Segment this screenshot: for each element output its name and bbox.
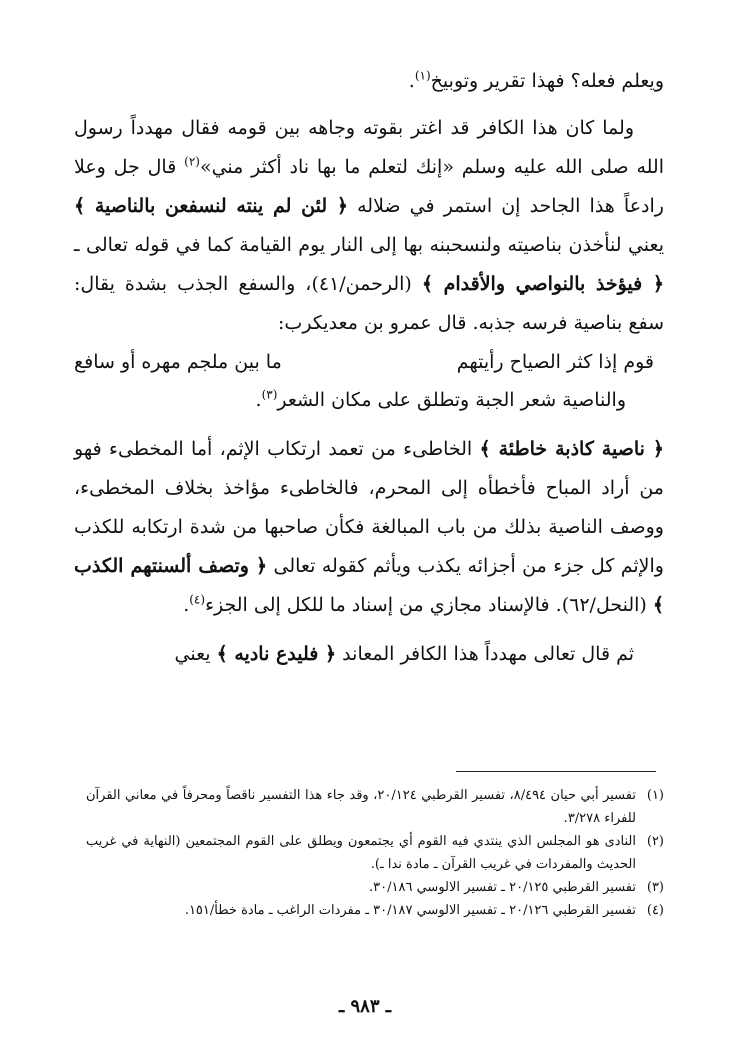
footnote-divider bbox=[456, 771, 656, 772]
text-run: الخاطىء من تعمد ارتكاب الإثم، أما المخطىء فهو من أراد المباح فأخطأه إلى المحرم، فالخاطىء مؤاخذ بخلاف المخطىء، ووصف الناصية بذلك من باب المبالغة فكأن صاحبها من شدة ارتكابه للكذب والإثم كل جزء من أجزائه يكذب ويأثم كقوله تعالى bbox=[74, 438, 664, 577]
footnote bbox=[86, 784, 664, 830]
page-number: ـ ٩٨٣ ـ bbox=[338, 996, 392, 1017]
text-run: (النحل/٦٢). فالإسناد مجازي من إسناد ما للكل إلى الجزء bbox=[205, 594, 653, 616]
main-text bbox=[74, 62, 664, 674]
text-run: ويعلم فعله؟ فهذا تقرير وتوبيخ bbox=[430, 70, 664, 92]
quran-quote: ﴿ فليدع ناديه ﴾ bbox=[216, 643, 337, 665]
footnote-number: (١) bbox=[646, 788, 664, 803]
footnote-number: (٣) bbox=[646, 880, 664, 895]
text-run: ثم قال تعالى مهدداً هذا الكافر المعاند bbox=[336, 643, 634, 665]
text-run: (الرحمن/٤١)، والسفع الجذب بشدة يقال: سفع بناصية فرسه جذبه. قال عمرو بن معديكرب: bbox=[74, 273, 664, 334]
text-run: . bbox=[255, 389, 262, 411]
paragraph-3 bbox=[74, 381, 664, 420]
paragraph-2 bbox=[74, 109, 664, 343]
text-run: ولما كان هذا الكافر قد اغتر بقوته وجاهه بين قومه فقال مهدداً رسول الله صلى الله عليه وسلم «إنك لتعلم ما بها ناد أكثر مني» bbox=[74, 117, 664, 178]
footnote bbox=[86, 899, 664, 922]
quran-quote: ﴿ فيؤخذ بالنواصي والأقدام ﴾ bbox=[421, 273, 664, 295]
text-run: . bbox=[183, 594, 190, 616]
paragraph-5 bbox=[74, 635, 664, 674]
text-run: قال جل وعلا رادعاً هذا الجاحد إن استمر في ضلاله bbox=[74, 156, 664, 217]
text-run: يعني لنأخذن بناصيته ولنسحبنه بها إلى النار يوم القيامة كما في قوله تعالى ـ bbox=[74, 234, 664, 256]
quran-quote: ﴿ ناصية كاذبة خاطئة ﴾ bbox=[479, 438, 664, 460]
footnote-ref-1[interactable]: (١) bbox=[414, 68, 431, 83]
footnote-text: النادى هو المجلس الذي ينتدي فيه القوم أي يجتمعون ويطلق على القوم المجتمعين (النهاية في غريب الحديث والمفردات في غريب القرآن ـ مادة ندا ـ). bbox=[86, 834, 636, 872]
footnote-ref-4[interactable]: (٤) bbox=[189, 592, 206, 607]
footnote-text: تفسير أبي حيان ٨/٤٩٤، تفسير القرطبي ٢٠/١٢٤، وقد جاء هذا التفسير ناقصاً ومحرفاً في معاني القرآن للفراء ٣/٢٧٨. bbox=[86, 788, 636, 826]
footnote-text: تفسير القرطبي ٢٠/١٢٦ ـ تفسير الالوسي ٣٠/١٨٧ ـ مفردات الراغب ـ مادة خطأ/١٥١. bbox=[184, 903, 636, 918]
text-run: والناصية شعر الجبة وتطلق على مكان الشعر bbox=[277, 389, 626, 411]
footnote-ref-3[interactable]: (٣) bbox=[261, 387, 278, 402]
footnote-number: (٢) bbox=[646, 834, 664, 849]
verse-hemistich-second: ما بين ملجم مهره أو سافع bbox=[74, 351, 282, 373]
footnote-number: (٤) bbox=[646, 903, 664, 918]
quran-quote: ﴿ لئن لم ينته لنسفعن بالناصية ﴾ bbox=[74, 195, 348, 217]
footnotes bbox=[86, 784, 664, 922]
text-run: يعني bbox=[174, 643, 217, 665]
verse-hemistich-first: قوم إذا كثر الصياح رأيتهم bbox=[456, 351, 654, 373]
paragraph-1 bbox=[74, 62, 664, 101]
footnote-text: تفسير القرطبي ٢٠/١٢٥ ـ تفسير الالوسي ٣٠/١٨٦. bbox=[369, 880, 636, 895]
footnote-ref-2[interactable]: (٢) bbox=[184, 154, 200, 169]
poetry-verse bbox=[74, 343, 664, 381]
footnote bbox=[86, 830, 664, 876]
text-run: . bbox=[408, 70, 415, 92]
paragraph-4 bbox=[74, 430, 664, 625]
footnote bbox=[86, 876, 664, 899]
quran-quote: ﴿ وتصف ألسنتهم الكذب ﴾ bbox=[74, 555, 664, 616]
